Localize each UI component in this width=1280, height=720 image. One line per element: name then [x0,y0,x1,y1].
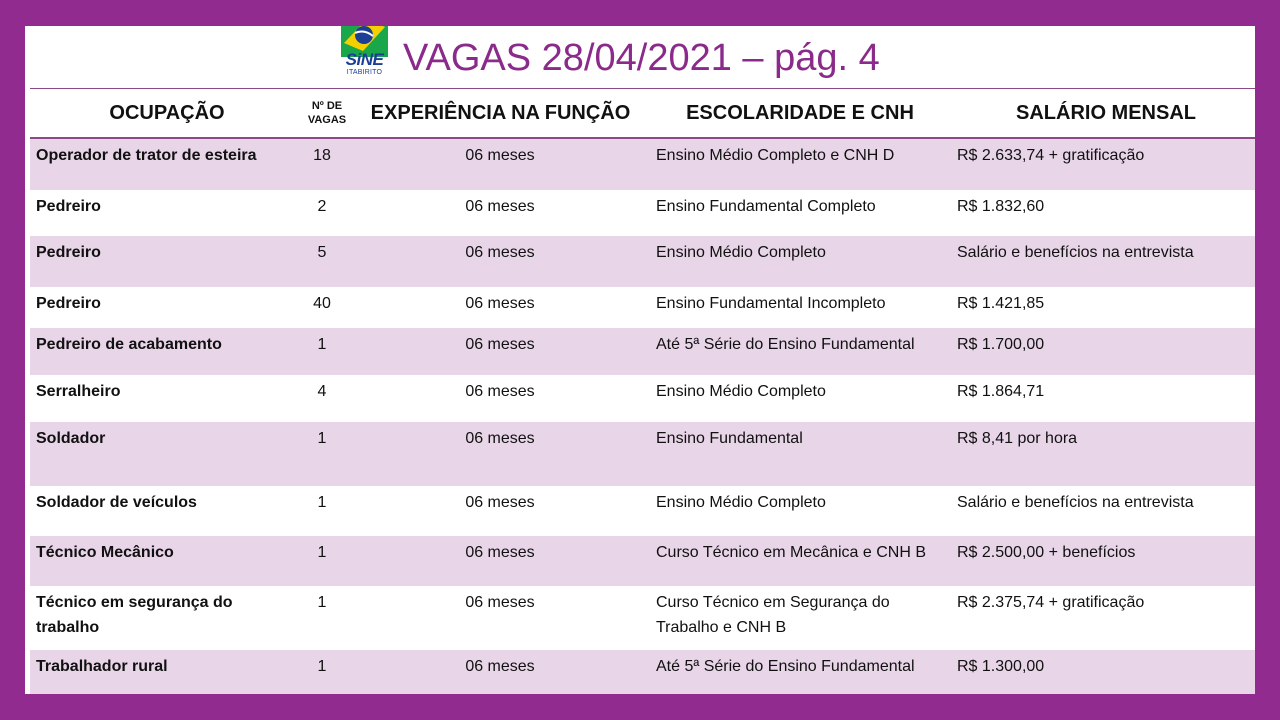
cell-ocupacao: Serralheiro [36,383,121,400]
cell-ocupacao: Técnico Mecânico [36,544,174,561]
cell-salario: R$ 1.300,00 [957,658,1045,675]
cell-escolaridade: Curso Técnico em Mecânica e CNH B [656,544,927,561]
cell-experiencia: 06 meses [465,295,535,312]
cell-vagas: 1 [317,544,327,561]
table-row [30,486,1255,536]
vacancies-table [30,88,1255,694]
cell-vagas: 1 [317,336,327,353]
cell-vagas: 1 [317,494,327,511]
cell-salario: R$ 1.700,00 [957,336,1045,353]
cell-salario: R$ 2.375,74 + gratificação [957,594,1145,611]
cell-vagas: 40 [313,295,331,312]
cell-escolaridade: Ensino Médio Completo [656,494,826,511]
cell-experiencia: 06 meses [465,147,535,164]
table-row [30,236,1255,287]
cell-salario: R$ 1.421,85 [957,295,1045,312]
cell-ocupacao: Pedreiro [36,295,101,312]
column-header-ocupacao: OCUPAÇÃO [109,102,225,124]
cell-salario: Salário e benefícios na entrevista [957,244,1194,261]
table-row [30,650,1255,694]
cell-salario: R$ 2.633,74 + gratificação [957,147,1145,164]
sine-logo [341,26,388,83]
cell-vagas: 18 [313,147,331,164]
cell-experiencia: 06 meses [465,336,535,353]
cell-ocupacao: Pedreiro [36,198,101,215]
cell-ocupacao: Soldador de veículos [36,494,197,511]
cell-experiencia: 06 meses [465,658,535,675]
cell-salario: Salário e benefícios na entrevista [957,494,1194,511]
cell-escolaridade: Ensino Fundamental Completo [656,198,876,215]
cell-experiencia: 06 meses [465,198,535,215]
column-header-vagas: Nº DE VAGAS [307,100,347,126]
table-row [30,139,1255,190]
cell-ocupacao: Técnico em segurança do trabalho [36,594,233,636]
cell-escolaridade: Ensino Médio Completo [656,244,826,261]
cell-vagas: 1 [317,658,327,675]
column-header-experiencia: EXPERIÊNCIA NA FUNÇÃO [370,102,631,124]
cell-vagas: 1 [317,430,327,447]
cell-salario: R$ 1.832,60 [957,198,1045,215]
cell-experiencia: 06 meses [465,594,535,611]
cell-ocupacao: Pedreiro [36,244,101,261]
cell-experiencia: 06 meses [465,544,535,561]
column-header-salario: SALÁRIO MENSAL [1016,102,1196,124]
logo-wordmark: SiNE [345,50,384,69]
slide-sheet [25,26,1255,694]
cell-ocupacao: Pedreiro de acabamento [36,336,222,353]
cell-experiencia: 06 meses [465,383,535,400]
table-row [30,586,1255,650]
cell-experiencia: 06 meses [465,430,535,447]
table-row [30,287,1255,328]
cell-ocupacao: Operador de trator de esteira [36,147,257,164]
cell-vagas: 4 [317,383,327,400]
cell-ocupacao: Soldador [36,430,106,447]
table-row [30,536,1255,586]
table-header [30,88,1255,139]
cell-escolaridade: Até 5ª Série do Ensino Fundamental [656,658,915,675]
table-row [30,190,1255,236]
cell-salario: R$ 8,41 por hora [957,430,1078,447]
table-row [30,375,1255,422]
cell-escolaridade: Ensino Fundamental Incompleto [656,295,886,312]
page-title: VAGAS 28/04/2021 – pág. 4 [403,37,880,79]
cell-escolaridade: Ensino Médio Completo [656,383,826,400]
table-row [30,328,1255,375]
cell-experiencia: 06 meses [465,244,535,261]
cell-escolaridade: Ensino Fundamental [656,430,803,447]
cell-vagas: 2 [317,198,327,215]
cell-escolaridade: Ensino Médio Completo e CNH D [656,147,895,164]
cell-escolaridade: Curso Técnico em Segurança do Trabalho e CNH B [656,594,890,636]
cell-salario: R$ 2.500,00 + benefícios [957,544,1136,561]
cell-escolaridade: Até 5ª Série do Ensino Fundamental [656,336,915,353]
column-header-escolaridade: ESCOLARIDADE E CNH [686,102,914,124]
table-row [30,422,1255,486]
logo-city: ITABIRITO [346,69,383,76]
cell-vagas: 5 [317,244,327,261]
cell-vagas: 1 [317,594,327,611]
cell-salario: R$ 1.864,71 [957,383,1045,400]
cell-ocupacao: Trabalhador rural [36,658,168,675]
cell-experiencia: 06 meses [465,494,535,511]
